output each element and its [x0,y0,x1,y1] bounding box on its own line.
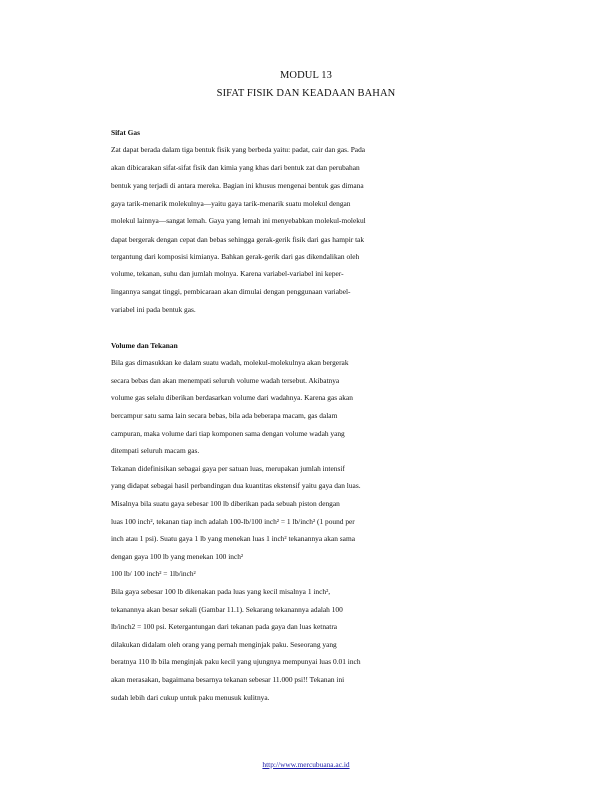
paragraph-line: Misalnya bila suatu gaya sebesar 100 lb diberikan pada sebuah piston dengan [111,499,340,508]
paragraph-line: Bila gaya sebesar 100 lb dikenakan pada luas yang kecil misalnya 1 inch², [111,587,331,596]
paragraph-line: Bila gas dimasukkan ke dalam suatu wadah, molekul-molekulnya akan bergerak [111,358,349,367]
paragraph-line: sudah lebih dari cukup untuk paku menusuk kulitnya. [111,693,270,702]
paragraph-line: lb/inch2 = 100 psi. Ketergantungan dari tekanan pada gaya dan luas ketnatra [111,622,338,631]
paragraph-line: lingannya sangat tinggi, pembicaraan akan dimulai dengan penggunaan variabel- [111,287,351,296]
module-subtitle: SIFAT FISIK DAN KEADAAN BAHAN [216,88,396,99]
section-heading-sifat-gas: Sifat Gas [111,128,140,137]
paragraph-line: yang didapat sebagai hasil perbandingan dua kuantitas ekstensif yaitu gaya dan luas. [111,481,361,490]
paragraph-line: inch atau 1 psi). Suatu gaya 1 lb yang menekan luas 1 inch² tekanannya akan sama [111,534,355,543]
paragraph-line: volume gas selalu diberikan berdasarkan volume dari wadahnya. Karena gas akan [111,393,353,402]
paragraph-line: bercampur satu sama lain secara bebas, bila ada beberapa macam, gas dalam [111,411,338,420]
paragraph-line: gaya tarik-menarik molekulnya—yaitu gaya tarik-menarik suatu molekul dengan [111,199,351,208]
footer-website-link[interactable]: http://www.mercubuana.ac.id [262,760,350,769]
paragraph-line: molekul lainnya—sangat lemah. Gaya yang lemah ini menyebabkan molekul-molekul [111,216,366,225]
paragraph-line: ditempati seluruh macam gas. [111,446,200,455]
paragraph-line: variabel ini pada bentuk gas. [111,305,196,314]
paragraph-line: luas 100 inch², tekanan tiap inch adalah 100-lb/100 inch² = 1 lb/inch² (1 pound per [111,517,355,526]
paragraph-line: akan dibicarakan sifat-sifat fisik dan kimia yang khas dari bentuk zat dan perubahan [111,163,360,172]
paragraph-line: Zat dapat berada dalam tiga bentuk fisik yang berbeda yaitu: padat, cair dan gas. Pada [111,145,366,154]
section-heading-volume-tekanan: Volume dan Tekanan [111,341,178,350]
paragraph-line: dapat bergerak dengan cepat dan bebas sehingga gerak-gerik fisik dari gas hampir tak [111,235,365,244]
paragraph-line: Tekanan didefinisikan sebagai gaya per satuan luas, merupakan jumlah intensif [111,464,345,473]
paragraph-line: akan merasakan, bagaimana besarnya tekanan sebesar 11.000 psi!! Tekanan ini [111,675,345,684]
paragraph-line: volume, tekanan, suhu dan jumlah molnya. Karena variabel-variabel ini keper- [111,269,344,278]
module-title: MODUL 13 [279,70,333,81]
paragraph-line: dengan gaya 100 lb yang menekan 100 inch² [111,552,244,561]
paragraph-line: tergantung dari komposisi kimianya. Bahkan gerak-gerik dari gas dikendalikan oleh [111,252,360,261]
paragraph-line: secara bebas dan akan menempati seluruh volume wadah tersebut. Akibatnya [111,376,340,385]
paragraph-line: tekanannya akan besar sekali (Gambar 11.1). Sekarang tekanannya adalah 100 [111,605,343,614]
paragraph-line: beratnya 110 lb bila menginjak paku kecil yang ujungnya mempunyai luas 0.01 inch [111,657,361,666]
paragraph-line: dilakukan didalam oleh orang yang pernah menginjak paku. Seseorang yang [111,640,337,649]
paragraph-line: campuran, maka volume dari tiap komponen sama dengan volume wadah yang [111,429,345,438]
paragraph-line: bentuk yang terjadi di antara mereka. Bagian ini khusus mengenai bentuk gas dimana [111,181,364,190]
equation-line: 100 lb/ 100 inch² = 1lb/inch² [111,569,196,578]
